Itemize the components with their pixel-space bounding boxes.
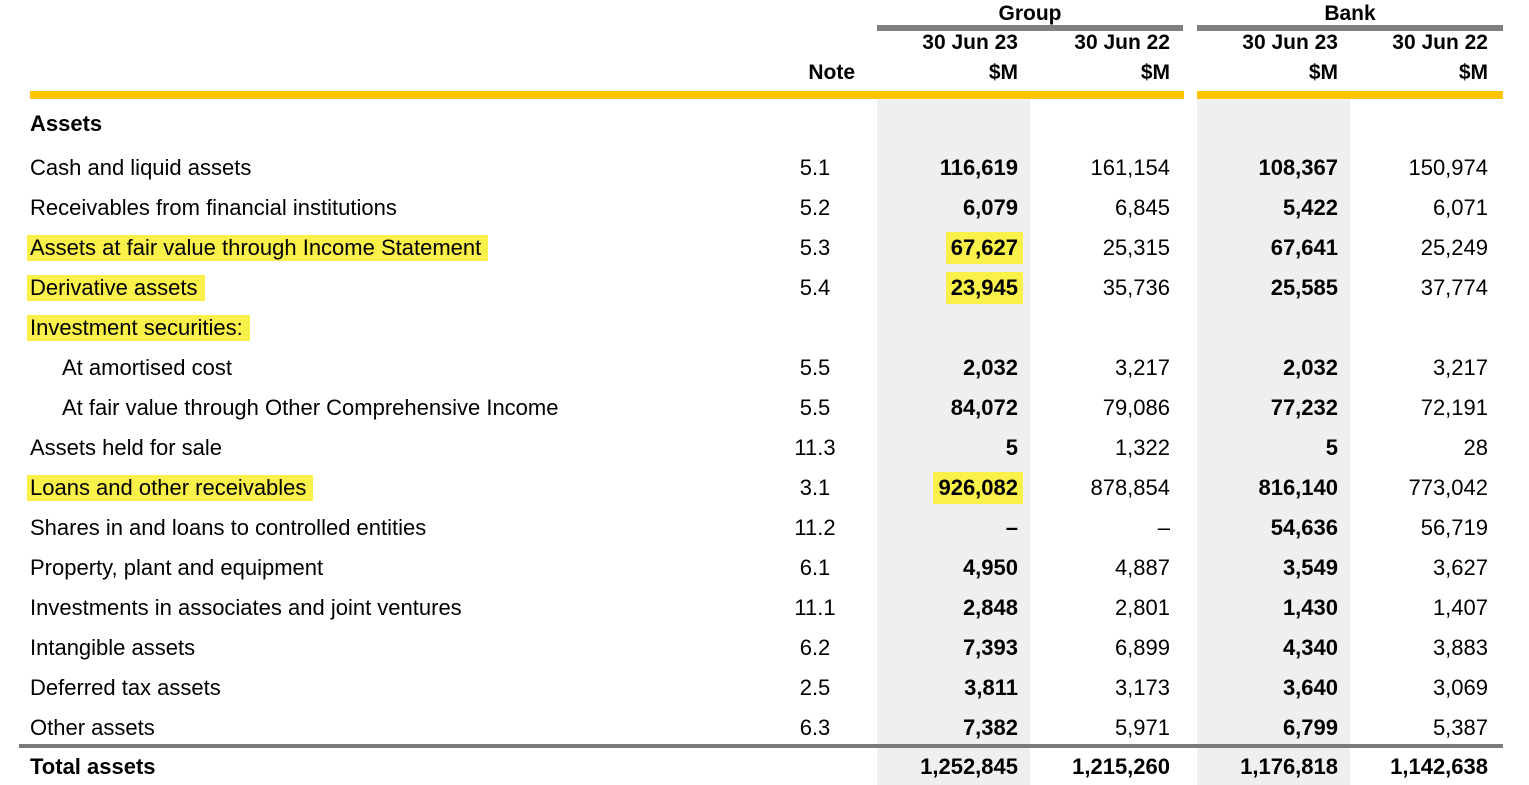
group-jun23-unit-header: $M	[988, 61, 1018, 84]
group-column-group-header: Group	[998, 2, 1062, 25]
bank-jun23-value: 1,430	[1282, 595, 1338, 620]
table-row	[0, 428, 1529, 468]
row-note-reference: 2.5	[799, 675, 831, 700]
group-jun23-value	[877, 635, 1030, 661]
row-label-text: Intangible assets	[30, 635, 196, 660]
group-jun23-value-text: 7,382	[962, 715, 1018, 740]
row-label	[0, 715, 770, 741]
table-row	[0, 228, 1529, 268]
row-label	[0, 275, 770, 301]
group-jun22-value: 79,086	[1102, 395, 1170, 420]
table-row	[0, 268, 1529, 308]
row-label	[0, 235, 770, 261]
group-jun22-value: 35,736	[1102, 275, 1170, 300]
bank-jun22-value: 6,071	[1432, 195, 1488, 220]
row-note-reference: 3.1	[799, 475, 831, 500]
bank-jun22-value: 72,191	[1420, 395, 1488, 420]
group-jun23-value-text: 7,393	[962, 635, 1018, 660]
bank-jun23-value: 2,032	[1282, 355, 1338, 380]
group-jun23-value-text: 3,811	[964, 675, 1018, 700]
bank-jun23-value: 77,232	[1270, 395, 1338, 420]
row-label-text: Shares in and loans to controlled entities	[30, 515, 427, 540]
bank-jun22-value: 28	[1463, 435, 1488, 460]
bank-jun22-value: 3,217	[1432, 355, 1488, 380]
group-jun23-value	[877, 195, 1030, 221]
row-label-text: Assets held for sale	[30, 435, 222, 460]
bank-jun22-value: 150,974	[1408, 155, 1488, 180]
group-jun22-value: 6,845	[1114, 195, 1170, 220]
section-title: Assets	[30, 110, 103, 136]
row-label	[0, 155, 770, 181]
table-row	[0, 508, 1529, 548]
group-jun22-unit-header: $M	[1140, 61, 1170, 84]
row-label-text: Loans and other receivables	[27, 475, 313, 501]
row-label	[0, 675, 770, 701]
bank-jun23-value: 25,585	[1270, 275, 1338, 300]
table-row	[0, 548, 1529, 588]
row-label	[0, 355, 770, 381]
row-label-text: Receivables from financial institutions	[30, 195, 397, 220]
table-row	[0, 148, 1529, 188]
group-jun23-value	[877, 515, 1030, 541]
group-jun23-value-text: 116,619	[939, 155, 1018, 180]
group-jun22-value: 25,315	[1102, 235, 1170, 260]
group-jun23-value	[877, 355, 1030, 381]
bank-jun23-value: 5	[1325, 435, 1338, 460]
row-label-text: Assets at fair value through Income Statement	[27, 235, 488, 261]
row-note-reference: 11.3	[794, 435, 836, 460]
bank-jun23-value: 108,367	[1258, 155, 1338, 180]
bank-jun22-value: 5,387	[1432, 715, 1488, 740]
row-label-text: Property, plant and equipment	[30, 555, 324, 580]
row-label	[0, 475, 770, 501]
group-jun22-value: 161,154	[1090, 155, 1170, 180]
group-jun23-value	[877, 715, 1030, 741]
total-group-jun23-value: 1,252,845	[920, 753, 1018, 779]
row-label-text: Other assets	[30, 715, 155, 740]
row-label	[0, 635, 770, 661]
group-jun23-value-text: 2,032	[962, 355, 1018, 380]
bank-jun22-value: 25,249	[1420, 235, 1488, 260]
header-accent-rule-right	[1197, 91, 1503, 99]
bank-jun22-value: 56,719	[1420, 515, 1488, 540]
group-jun23-value	[877, 595, 1030, 621]
table-row	[0, 588, 1529, 628]
total-assets-row	[0, 748, 1529, 785]
group-jun23-value-text: 926,082	[933, 472, 1023, 504]
total-row-label: Total assets	[30, 753, 156, 779]
row-label	[0, 515, 770, 541]
bank-jun22-date-header: 30 Jun 22	[1392, 31, 1488, 54]
row-label-text: Deferred tax assets	[30, 675, 221, 700]
bank-jun22-value: 773,042	[1408, 475, 1488, 500]
header-accent-rule-left	[30, 91, 1184, 99]
group-jun22-date-header: 30 Jun 22	[1074, 31, 1170, 54]
group-jun22-value: 5,971	[1114, 715, 1170, 740]
group-jun23-value-text: 84,072	[950, 395, 1018, 420]
row-label-text: Derivative assets	[27, 275, 205, 301]
bank-jun22-value: 37,774	[1420, 275, 1488, 300]
bank-column-group-header: Bank	[1324, 2, 1376, 25]
row-label-text: At fair value through Other Comprehensive Income	[62, 395, 559, 420]
bank-jun22-value: 3,069	[1432, 675, 1488, 700]
group-jun22-value: 1,322	[1114, 435, 1170, 460]
row-note-reference: 6.2	[799, 635, 831, 660]
total-bank-jun22-value: 1,142,638	[1390, 753, 1488, 779]
row-label	[0, 555, 770, 581]
bank-jun23-value: 54,636	[1270, 515, 1338, 540]
group-jun23-value-text: 23,945	[946, 272, 1023, 304]
row-note-reference: 5.5	[799, 395, 831, 420]
total-bank-jun23-value: 1,176,818	[1240, 753, 1338, 779]
row-label-text: Investment securities:	[27, 315, 250, 341]
total-row-top-rule	[19, 744, 1503, 748]
group-jun23-value	[877, 475, 1030, 501]
bank-jun23-unit-header: $M	[1308, 61, 1338, 84]
row-note-reference: 6.3	[799, 715, 831, 740]
group-jun22-value: 6,899	[1114, 635, 1170, 660]
section-header-row	[0, 99, 1529, 148]
group-jun23-value-text: 2,848	[962, 595, 1018, 620]
table-row	[0, 188, 1529, 228]
group-jun23-date-header: 30 Jun 23	[922, 31, 1018, 54]
table-row	[0, 388, 1529, 428]
bank-jun22-value: 1,407	[1432, 595, 1488, 620]
bank-jun23-value: 6,799	[1282, 715, 1338, 740]
row-note-reference: 5.2	[799, 195, 831, 220]
group-jun23-value	[877, 235, 1030, 261]
group-jun23-value	[877, 275, 1030, 301]
group-jun23-value-text: 67,627	[946, 232, 1023, 264]
group-jun23-value-text: –	[1005, 515, 1018, 540]
table-row	[0, 348, 1529, 388]
table-row	[0, 668, 1529, 708]
row-label	[0, 435, 770, 461]
table-rows	[0, 148, 1529, 748]
group-jun23-value-text: 4,950	[962, 555, 1018, 580]
row-label	[0, 315, 770, 341]
group-jun22-value: 2,801	[1114, 595, 1170, 620]
row-label-text: Cash and liquid assets	[30, 155, 252, 180]
bank-jun23-value: 5,422	[1282, 195, 1338, 220]
table-row	[0, 628, 1529, 668]
row-note-reference: 11.1	[794, 595, 836, 620]
row-note-reference: 11.2	[794, 515, 836, 540]
group-jun22-value: –	[1157, 515, 1170, 540]
total-group-jun22-value: 1,215,260	[1072, 753, 1170, 779]
row-label-text: At amortised cost	[62, 355, 232, 380]
row-label	[0, 195, 770, 221]
bank-jun22-value: 3,627	[1432, 555, 1488, 580]
table-body	[0, 99, 1529, 785]
table-row	[0, 468, 1529, 508]
group-jun23-value-text: 6,079	[962, 195, 1018, 220]
bank-jun22-value: 3,883	[1432, 635, 1488, 660]
note-column-header: Note	[808, 61, 855, 84]
group-jun22-value: 878,854	[1090, 475, 1170, 500]
table-row	[0, 308, 1529, 348]
group-jun22-value: 3,173	[1114, 675, 1170, 700]
row-label-text: Investments in associates and joint ventures	[30, 595, 462, 620]
row-note-reference: 5.5	[799, 355, 831, 380]
bank-jun22-unit-header: $M	[1458, 61, 1488, 84]
bank-jun23-date-header: 30 Jun 23	[1242, 31, 1338, 54]
group-jun23-value	[877, 435, 1030, 461]
table-row	[0, 708, 1529, 748]
row-label	[0, 595, 770, 621]
bank-jun23-value: 3,549	[1282, 555, 1338, 580]
bank-jun23-value: 3,640	[1282, 675, 1338, 700]
row-note-reference: 5.4	[799, 275, 831, 300]
row-note-reference: 6.1	[799, 555, 831, 580]
group-jun22-value: 4,887	[1114, 555, 1170, 580]
row-note-reference: 5.3	[799, 235, 831, 260]
group-jun22-value: 3,217	[1114, 355, 1170, 380]
bank-jun23-value: 816,140	[1258, 475, 1338, 500]
group-jun23-value	[877, 555, 1030, 581]
group-jun23-value	[877, 155, 1030, 181]
row-note-reference: 5.1	[799, 155, 831, 180]
group-jun23-value	[877, 675, 1030, 701]
bank-jun23-value: 4,340	[1282, 635, 1338, 660]
group-jun23-value-text: 5	[1005, 435, 1018, 460]
row-label	[0, 395, 770, 421]
bank-jun23-value: 67,641	[1270, 235, 1338, 260]
group-jun23-value	[877, 395, 1030, 421]
